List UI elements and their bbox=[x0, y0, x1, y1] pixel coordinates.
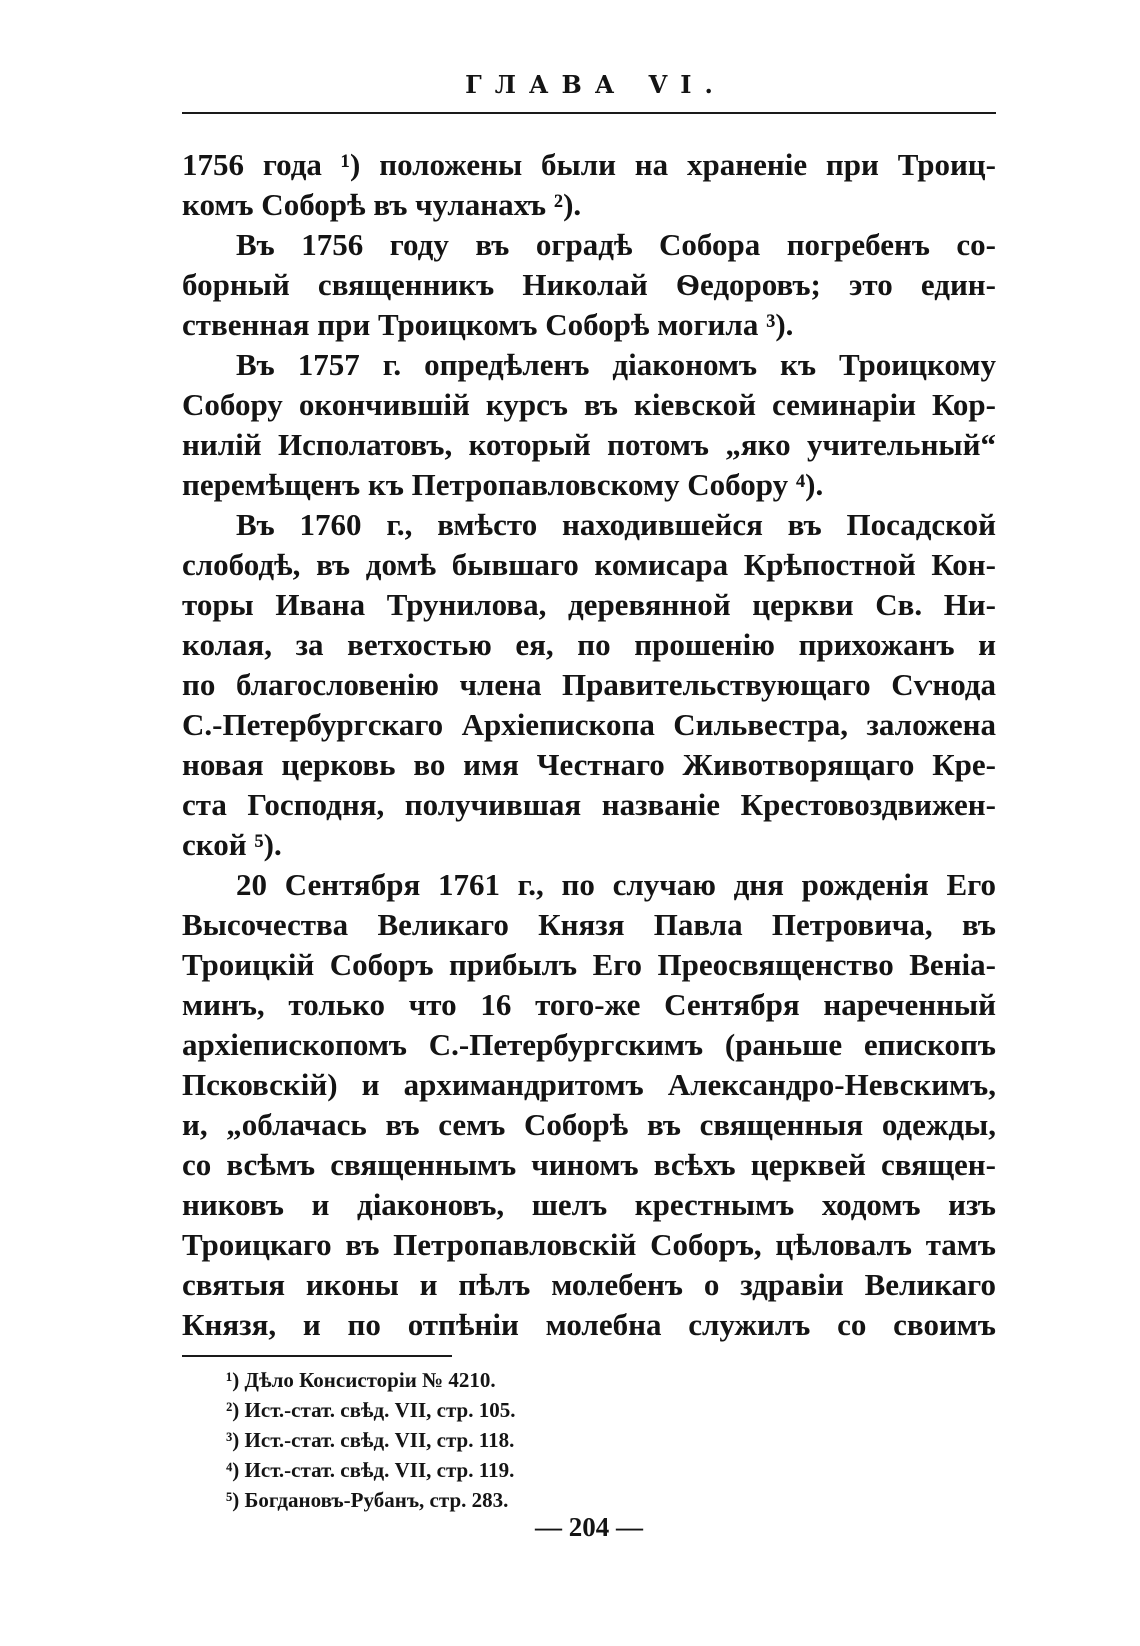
footnotes bbox=[226, 1365, 515, 1515]
text-line: 20 Сентября 1761 г., по случаю дня рожденія Его bbox=[236, 867, 996, 902]
text-line: комъ Соборѣ въ чуланахъ ²). bbox=[182, 187, 582, 222]
text-line: никовъ и діаконовъ, шелъ крестнымъ ходомъ изъ bbox=[182, 1187, 996, 1222]
text-line: Въ 1760 г., вмѣсто находившейся въ Посадской bbox=[236, 507, 996, 542]
text-line: Собору окончившій курсъ въ кіевской семинаріи Кор- bbox=[182, 387, 996, 422]
text-line: минъ, только что 16 того-же Сентября нареченный bbox=[182, 987, 996, 1022]
footnote-rule bbox=[182, 1355, 452, 1357]
text-line: Псковскій) и архимандритомъ Александро-Невскимъ, bbox=[182, 1067, 996, 1102]
text-line: со всѣмъ священнымъ чиномъ всѣхъ церквей священ- bbox=[182, 1147, 996, 1182]
text-line: новая церковь во имя Честнаго Животворящаго Кре- bbox=[182, 747, 996, 782]
text-line: колая, за ветхостью ея, по прошенію прихожанъ и bbox=[182, 627, 996, 662]
text-line: С.-Петербургскаго Архіепископа Сильвестра, заложена bbox=[182, 707, 996, 742]
text-line: по благословенію члена Правительствующаго Сѵнода bbox=[182, 667, 996, 702]
text-line: слободѣ, въ домѣ бывшаго комисара Крѣпостной Кон- bbox=[182, 547, 996, 582]
text-line: Троицкаго въ Петропавловскій Соборъ, цѣловалъ тамъ bbox=[182, 1227, 996, 1262]
body-text bbox=[182, 145, 996, 1345]
text-line: Въ 1757 г. опредѣленъ діакономъ къ Троицкому bbox=[236, 347, 996, 382]
text-line: ской ⁵). bbox=[182, 827, 282, 862]
footnote: ²) Ист.-стат. свѣд. VII, стр. 105. bbox=[226, 1398, 516, 1422]
page-number: — 204 — bbox=[535, 1512, 643, 1542]
text-line: торы Ивана Трунилова, деревянной церкви Св. Ни- bbox=[182, 587, 996, 622]
text-line: ственная при Троицкомъ Соборѣ могила ³). bbox=[182, 307, 794, 342]
chapter-title: ГЛАВА VI. bbox=[465, 70, 726, 99]
running-header bbox=[182, 70, 996, 99]
text-line: Въ 1756 году въ оградѣ Собора погребенъ со- bbox=[236, 227, 996, 262]
text-line: архіепископомъ С.-Петербургскимъ (раньше епископъ bbox=[182, 1027, 996, 1062]
footnote: ⁴) Ист.-стат. свѣд. VII, стр. 119. bbox=[226, 1458, 515, 1482]
footnote: ⁵) Богдановъ-Рубанъ, стр. 283. bbox=[226, 1488, 509, 1512]
header-rule bbox=[182, 112, 996, 114]
text-line: ста Господня, получившая названіе Крестовоздвижен- bbox=[182, 787, 996, 822]
footnote: ³) Ист.-стат. свѣд. VII, стр. 118. bbox=[226, 1428, 515, 1452]
footnote: ¹) Дѣло Консисторіи № 4210. bbox=[226, 1368, 496, 1392]
text-line: святыя иконы и пѣлъ молебенъ о здравіи Великаго bbox=[182, 1267, 996, 1302]
text-line: нилій Исполатовъ, который потомъ „яко учительный“ bbox=[182, 427, 996, 462]
text-line: Троицкій Соборъ прибылъ Его Преосвященство Веніа- bbox=[182, 947, 996, 982]
text-line: перемѣщенъ къ Петропавловскому Собору ⁴). bbox=[182, 467, 824, 502]
text-line: борный священникъ Николай Ѳедоровъ; это един- bbox=[182, 267, 996, 302]
text-line: 1756 года ¹) положены были на храненіе при Троиц- bbox=[182, 147, 996, 182]
text-line: Высочества Великаго Князя Павла Петровича, въ bbox=[182, 907, 996, 942]
text-line: и, „облачась въ семъ Соборѣ въ священныя одежды, bbox=[182, 1107, 996, 1142]
text-line: Князя, и по отпѣніи молебна служилъ со своимъ bbox=[182, 1307, 996, 1342]
